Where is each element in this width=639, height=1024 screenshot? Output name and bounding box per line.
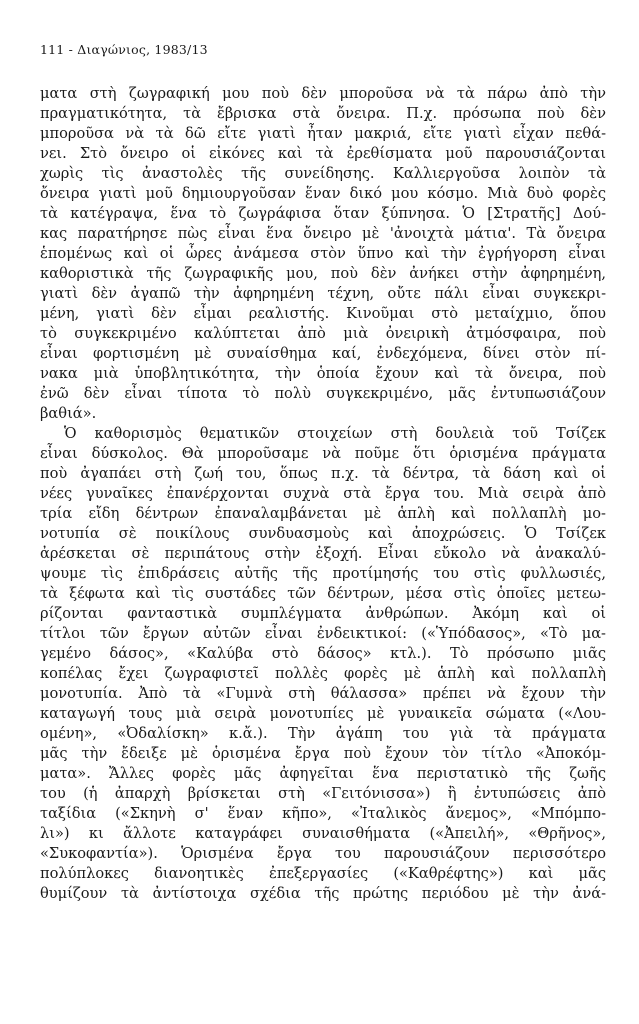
text-line: εἶναι δύσκολος. Θὰ μποροῦσαμε νὰ ποῦμε ὅτι ὁρισμένα πράγματα: [40, 445, 606, 462]
document-page: [40, 42, 606, 904]
text-line: νοτυπία σὲ ποικίλους συνδυασμοὺς καὶ ἀποχρώσεις. Ὁ Τσίζεκ: [40, 525, 606, 542]
text-line: ψουμε τὶς ἐπιδράσεις αὐτῆς τῆς προτίμησής του στὶς φυλλωσιές,: [40, 565, 606, 582]
text-line: νει. Στὸ ὄνειρο οἱ εἰκόνες καὶ τὰ ἐρεθίσματα μοῦ παρουσιάζονται: [40, 145, 606, 162]
text-line: πραγματικότητα, τὰ ἔβρισκα στὰ ὄνειρα. Π.χ. πρόσωπα ποὺ δὲν: [40, 105, 606, 122]
paragraph-first-line: Ὁ καθορισμὸς θεματικῶν στοιχείων στὴ δουλειὰ τοῦ Τσίζεκ: [64, 425, 606, 442]
text-line: πολύπλοκες διανοητικὲς ἐπεξεργασίες («Καθρέφτης») καὶ μᾶς: [40, 865, 606, 882]
text-line: «Συκοφαντία»). Ὁρισμένα ἔργα του παρουσιάζουν περισσότερο: [40, 845, 606, 862]
text-line: κοπέλας ἔχει ζωγραφιστεῖ πολλὲς φορὲς μὲ ἁπλὴ καὶ πολλαπλὴ: [40, 665, 606, 682]
text-line: μποροῦσα νὰ τὰ δῶ εἴτε γιατὶ ἦταν μακριά, εἴτε γιατὶ εἶχαν πεθά-: [40, 125, 606, 142]
text-line: τρία εἴδη δέντρων ἐπαναλαμβάνεται μὲ ἁπλὴ καὶ πολλαπλὴ μο-: [40, 505, 606, 522]
text-line: εἶναι φορτισμένη μὲ συναίσθημα καί, ἐνδεχόμενα, δίνει στὸν πί-: [40, 345, 606, 362]
text-line: ματα». Ἄλλες φορὲς μᾶς ἀφηγεῖται ἕνα περιστατικὸ τῆς ζωῆς: [40, 765, 606, 782]
text-line: ρίζονται φανταστικὰ συμπλέγματα ἀνθρώπων. Ἀκόμη καὶ οἱ: [40, 605, 606, 622]
text-line: νακα μιὰ ὑποβλητικότητα, τὴν ὁποία ἔχουν καὶ τὰ ὄνειρα, ποὺ: [40, 365, 606, 382]
text-line: τίτλοι τῶν ἔργων αὐτῶν εἶναι ἐνδεικτικοί: («Ὑπόδασος», «Τὸ μα-: [40, 625, 606, 642]
text-line: νέες γυναῖκες ἐπανέρχονται συχνὰ στὰ ἔργα του. Μιὰ σειρὰ ἀπὸ: [40, 485, 606, 502]
text-line: τὰ ξέφωτα καὶ τὶς συστάδες τῶν δέντρων, μέσα στὶς ὁποῖες μετεω-: [40, 585, 606, 602]
text-line: γεμένο δάσος», «Καλύβα στὸ δάσος» κτλ.). Τὸ πρόσωπο μιᾶς: [40, 645, 606, 662]
text-line: μένη, γιατὶ δὲν εἶμαι ρεαλιστής. Κινοῦμαι στὸ μεταίχμιο, ὅπου: [40, 305, 606, 322]
text-line: ομένη», «Ὀδαλίσκη» κ.ἄ.). Τὴν ἀγάπη του γιὰ τὰ πράγματα: [40, 725, 606, 742]
text-line: κας παρατήρησε πὼς εἶναι ἕνα ὄνειρο μὲ 'ἀνοιχτὰ μάτια'. Τὰ ὄνειρα: [40, 225, 606, 242]
text-line: μονοτυπία. Ἀπὸ τὰ «Γυμνὰ στὴ θάλασσα» πρέπει νὰ ἔχουν τὴν: [40, 685, 606, 702]
text-line: ἀρέσκεται σὲ περιπάτους στὴν ἐξοχή. Εἶναι εὔκολο νὰ ἀνακαλύ-: [40, 545, 606, 562]
text-line: ποὺ ἀγαπάει στὴ ζωή του, ὅπως π.χ. τὰ δέντρα, τὰ δάση καὶ οἱ: [40, 465, 606, 482]
text-line: χωρὶς τὶς ἀναστολὲς τῆς συνείδησης. Καλλιεργοῦσα λοιπὸν τὰ: [40, 165, 606, 182]
text-line: ματα στὴ ζωγραφική μου ποὺ δὲν μποροῦσα νὰ τὰ πάρω ἀπὸ τὴν: [40, 85, 606, 102]
text-line: του (ἡ ἀπαρχὴ βρίσκεται στὴ «Γειτόνισσα») ἢ ἐντυπώσεις ἀπὸ: [40, 785, 606, 802]
text-line: ἐνῶ δὲν εἶναι τίποτα τὸ πολὺ συγκεκριμένο, μᾶς ἐντυπωσιάζουν: [40, 385, 606, 402]
body-text: [40, 84, 606, 904]
text-line: τὸ συγκεκριμένο καλύπτεται ἀπὸ μιὰ ὀνειρικὴ ἀτμόσφαιρα, ποὺ: [40, 325, 606, 342]
text-line: βαθιά».: [40, 405, 97, 422]
text-line: λι») κι ἄλλοτε καταγράφει συναισθήματα («Ἀπειλή», «Θρῆνος»,: [40, 825, 606, 842]
text-line: καταγωγή τους μιὰ σειρὰ μονοτυπίες μὲ γυναικεῖα σώματα («Λου-: [40, 705, 606, 722]
text-line: γιατὶ δὲν ἀγαπῶ τὴν ἀφηρημένη τέχνη, οὔτε πάλι εἶναι συγκεκρι-: [40, 285, 606, 302]
text-line: θυμίζουν τὰ ἀντίστοιχα σχέδια τῆς πρώτης περιόδου μὲ τὴν ἀνά-: [40, 885, 606, 902]
text-line: ταξίδια («Σκηνὴ σ' ἕναν κῆπο», «Ἰταλικὸς ἄνεμος», «Μπόμπο-: [40, 805, 606, 822]
text-line: ὄνειρα γιατὶ μοῦ δημιουργοῦσαν ἕναν δικό μου κόσμο. Μιὰ δυὸ φορὲς: [40, 185, 606, 202]
text-line: ἑπομένως καὶ οἱ ὧρες ἀνάμεσα στὸν ὕπνο καὶ τὴν ἐγρήγορση εἶναι: [40, 245, 606, 262]
text-line: τὰ κατέγραψα, ἕνα τὸ ζωγράφισα ὅταν ξύπνησα. Ὁ [Στρατῆς] Δού-: [40, 205, 606, 222]
running-head: 111 - Διαγώνιος, 1983/13: [40, 42, 208, 57]
text-line: καθοριστικὰ τῆς ζωγραφικῆς μου, ποὺ δὲν ἀνήκει στὴν ἀφηρημένη,: [40, 265, 606, 282]
text-line: μᾶς τὴν ἔδειξε μὲ ὁρισμένα ἔργα ποὺ ἔχουν τὸν τίτλο «Ἀποκόμ-: [40, 745, 606, 762]
